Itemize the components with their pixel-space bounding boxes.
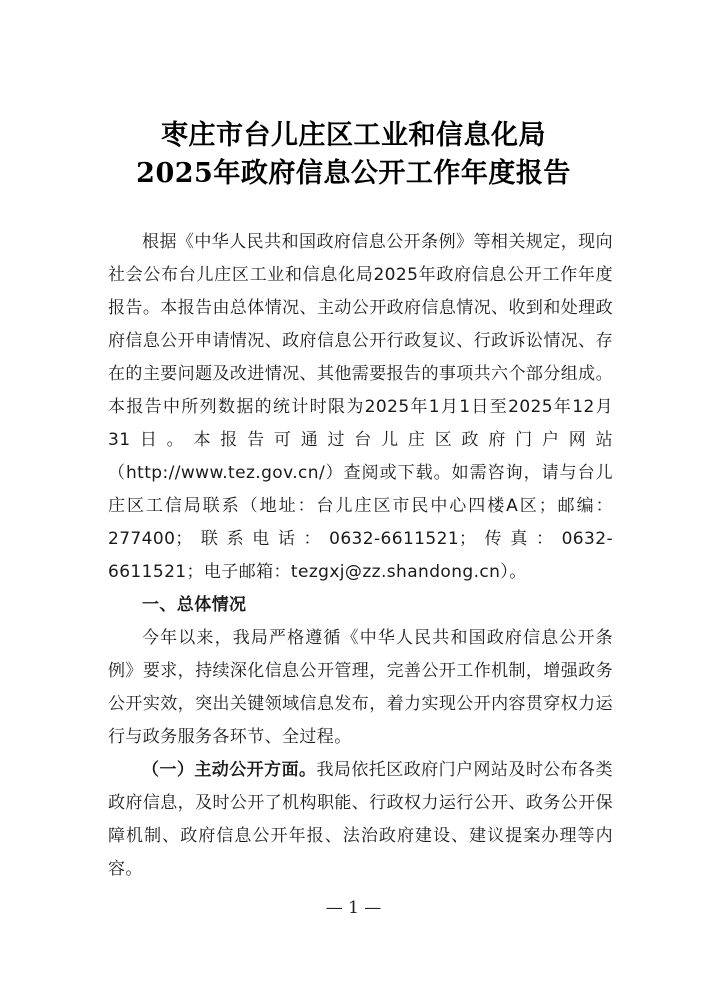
- document-body: [108, 226, 613, 886]
- document-title-line1: 枣庄市台儿庄区工业和信息化局: [161, 120, 546, 151]
- active-disclosure-text: 我局依托区政府门户网站及时公布各类政府信息，及时公开了机构职能、行政权力运行公开、政务公开保障机制、政府信息公开年报、法治政府建设、建议提案办理等内容。: [108, 760, 613, 879]
- intro-paragraph: 根据《中华人民共和国政府信息公开条例》等相关规定，现向社会公布台儿庄区工业和信息化局2025年政府信息公开工作年度报告。本报告由总体情况、主动公开政府信息情况、收到和处理政府信息公开申请情况、政府信息公开行政复议、行政诉讼情况、存在的主要问题及改进情况、其他需要报告的事项共六个部分组成。本报告中所列数据的统计时限为2025年1月1日至2025年12月31日。本报告可通过台儿庄区政府门户网站（http://www.tez.gov.cn/）查阅或下载。如需咨询，请与台儿庄区工信局联系（地址：台儿庄区市民中心四楼A区；邮编：277400；联系电话：0632-6611521；传真：0632-6611521；电子邮箱：tezgxj@zz.shandong.cn）。: [108, 232, 613, 582]
- section-heading-overview: 一、总体情况: [142, 595, 247, 615]
- page-number: — 1 —: [325, 898, 382, 918]
- document-title-line2: 2025年政府信息公开工作年度报告: [136, 158, 571, 189]
- active-disclosure-paragraph: [108, 754, 613, 886]
- active-disclosure-lead: （一）主动公开方面。: [142, 760, 317, 780]
- overview-paragraph: 今年以来，我局严格遵循《中华人民共和国政府信息公开条例》要求，持续深化信息公开管理，完善公开工作机制，增强政务公开实效，突出关键领域信息发布，着力实现公开内容贯穿权力运行与政务服务各环节、全过程。: [108, 628, 613, 747]
